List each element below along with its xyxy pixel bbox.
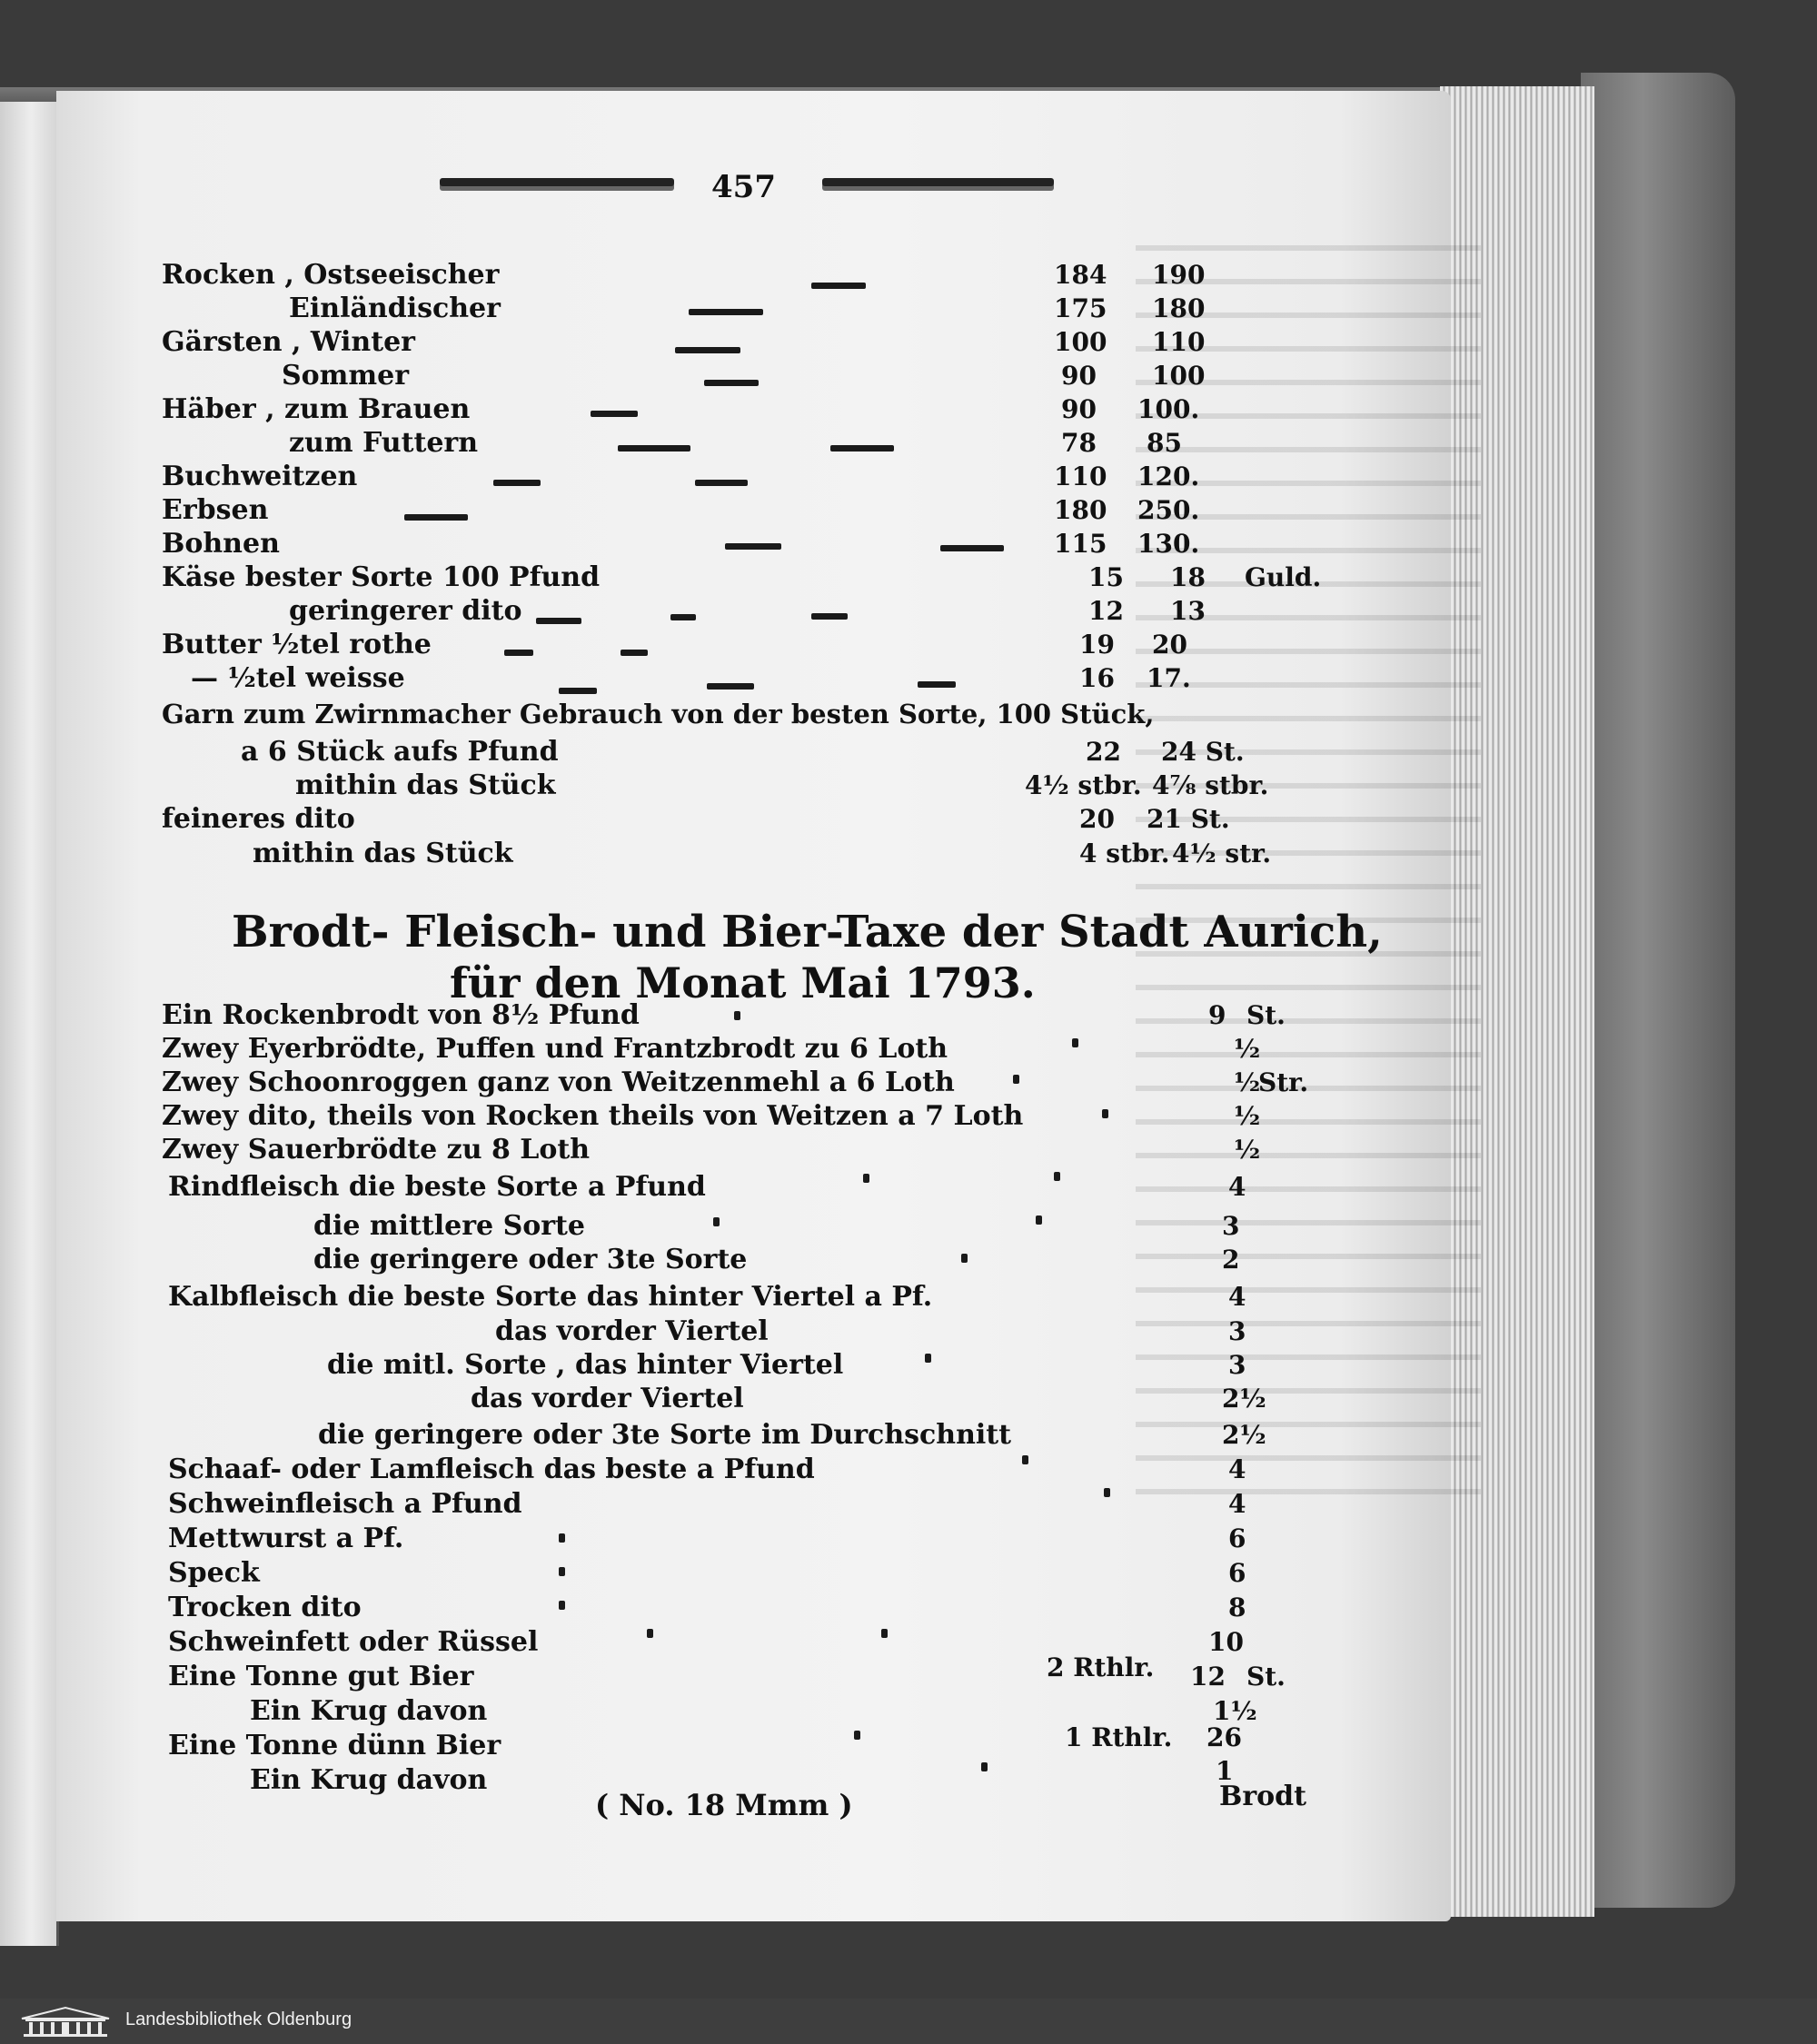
tax-row-unit: St.: [1246, 1000, 1286, 1030]
grain-row-label: Häber , zum Brauen: [162, 393, 471, 425]
grain-row-low: 90: [1061, 361, 1097, 391]
grain-row-high: 13: [1170, 596, 1206, 626]
tax-row-label: Rindfleisch die beste Sorte a Pfund: [168, 1171, 706, 1203]
grain-row-label: Buchweitzen: [162, 461, 358, 492]
tax-row-amount: 6: [1228, 1523, 1246, 1553]
leader-dot: [647, 1629, 653, 1638]
leader-dot: [1104, 1488, 1110, 1497]
tax-row-label: Schaaf- oder Lamfleisch das beste a Pfund: [168, 1454, 815, 1485]
grain-row-label: mithin das Stück: [295, 769, 556, 801]
tax-row-amount: 4: [1228, 1454, 1246, 1484]
signature-mark: ( No. 18 Mmm ): [595, 1788, 853, 1822]
leader-dot: [1054, 1172, 1060, 1181]
grain-row-low: 12: [1088, 596, 1124, 626]
library-name: Landesbibliothek Oldenburg: [125, 2009, 352, 2029]
leader-dash: [559, 688, 597, 694]
grain-row-label: Garn zum Zwirnmacher Gebrauch von der besten Sorte, 100 Stück,: [162, 699, 1155, 729]
grain-row-low: 90: [1061, 394, 1097, 424]
tax-row-label: die mitl. Sorte , das hinter Viertel: [327, 1349, 844, 1381]
leader-dot: [734, 1011, 740, 1020]
leader-dash: [704, 380, 759, 386]
tax-row-amount: 1½: [1213, 1696, 1257, 1726]
grain-row-label: — ½tel weisse: [191, 662, 405, 694]
tax-row-label: Zwey Eyerbrödte, Puffen und Frantzbrodt zu 6 Loth: [162, 1033, 948, 1065]
tax-row-price: 1 Rthlr.: [1065, 1722, 1173, 1752]
grain-row-high: 85: [1147, 428, 1182, 458]
grain-row-high: 17.: [1147, 663, 1191, 693]
grain-row-low: 184: [1054, 260, 1107, 290]
grain-row-label: feineres dito: [162, 803, 355, 835]
leader-dot: [1036, 1215, 1042, 1225]
grain-row-low: 100: [1054, 327, 1107, 357]
leader-dot: [1072, 1038, 1078, 1047]
grain-row-low: 4½ stbr.: [1025, 770, 1142, 800]
grain-row-low: 110: [1054, 461, 1107, 491]
tax-row-amount: 8: [1228, 1593, 1246, 1622]
tax-row-label: Eine Tonne dünn Bier: [168, 1730, 501, 1761]
leader-dash: [675, 347, 740, 353]
tax-row-amount: 2½: [1222, 1420, 1266, 1450]
leader-dash: [811, 613, 848, 620]
tax-row-price: 2 Rthlr.: [1047, 1652, 1155, 1682]
library-footer: [0, 1999, 1817, 2044]
tax-row-label: Trocken dito: [168, 1592, 362, 1623]
left-page-strip: [0, 102, 59, 1946]
leader-dot: [1013, 1075, 1019, 1084]
tax-row-label: Schweinfleisch a Pfund: [168, 1488, 522, 1520]
grain-row-low: 78: [1061, 428, 1097, 458]
tax-row-amount: 4: [1228, 1489, 1246, 1519]
page-number: 457: [711, 169, 776, 205]
tax-row-label: Zwey Schoonroggen ganz von Weitzenmehl a 6 Loth: [162, 1067, 955, 1098]
leader-dot: [881, 1629, 888, 1638]
leader-dash: [493, 480, 541, 486]
tax-row-amount: 3: [1228, 1316, 1246, 1346]
tax-row-amount: 1: [1216, 1756, 1234, 1786]
grain-row-high: 120.: [1137, 461, 1200, 491]
tax-row-label: Schweinfett oder Rüssel: [168, 1626, 539, 1658]
leader-dash: [404, 514, 468, 521]
grain-row-high: 110: [1152, 327, 1206, 357]
tax-row-label: das vorder Viertel: [495, 1315, 769, 1347]
tax-row-label: Speck: [168, 1557, 260, 1589]
header-rule-left: [440, 178, 674, 186]
tax-row-amount: 12: [1190, 1662, 1226, 1692]
leader-dash: [918, 681, 956, 688]
leader-dash: [504, 650, 533, 656]
header-rule-right: [822, 178, 1054, 186]
show-through-text: [1136, 245, 1481, 1517]
grain-row-label: mithin das Stück: [253, 838, 513, 869]
grain-row-label: Gärsten , Winter: [162, 326, 415, 358]
grain-row-label: Einländischer: [289, 293, 501, 324]
tax-row-label: Ein Krug davon: [250, 1695, 488, 1727]
book-cover-edge: [1581, 73, 1735, 1908]
grain-row-low: 19: [1079, 630, 1115, 660]
grain-row-high: 130.: [1137, 529, 1200, 559]
leader-dash: [707, 683, 754, 690]
tax-row-amount: ½: [1234, 1101, 1261, 1131]
grain-row-label: geringerer dito: [289, 595, 522, 627]
tax-row-unit: Str.: [1258, 1067, 1309, 1097]
tax-row-label: Ein Rockenbrodt von 8½ Pfund: [162, 999, 640, 1031]
tax-row-amount: 2½: [1222, 1384, 1266, 1414]
grain-row-high: 250.: [1137, 495, 1200, 525]
tax-row-label: das vorder Viertel: [471, 1383, 744, 1414]
grain-row-low: 22: [1086, 737, 1121, 767]
grain-row-high: 20: [1152, 630, 1187, 660]
tax-row-amount: 4: [1228, 1172, 1246, 1202]
grain-row-high: 100.: [1137, 394, 1200, 424]
tax-row-amount: 26: [1206, 1722, 1242, 1752]
tax-heading-line1: Brodt- Fleisch- und Bier-Taxe der Stadt Aurich,: [232, 907, 1383, 958]
tax-row-amount: 3: [1222, 1211, 1240, 1241]
leader-dot: [961, 1254, 968, 1263]
grain-row-label: zum Futtern: [289, 427, 479, 459]
leader-dot: [559, 1601, 565, 1610]
grain-row-high: 100: [1152, 361, 1206, 391]
grain-row-label: Rocken , Ostseeischer: [162, 259, 500, 291]
grain-row-label: a 6 Stück aufs Pfund: [241, 736, 559, 768]
leader-dash: [536, 618, 581, 624]
grain-row-high: 4½ str.: [1172, 838, 1272, 868]
grain-row-label: Bohnen: [162, 528, 280, 560]
leader-dash: [670, 614, 696, 620]
leader-dash: [621, 650, 648, 656]
leader-dot: [1102, 1109, 1108, 1118]
tax-row-label: die geringere oder 3te Sorte: [313, 1244, 748, 1275]
tax-row-label: Zwey Sauerbrödte zu 8 Loth: [162, 1134, 591, 1166]
tax-row-label: die mittlere Sorte: [313, 1210, 586, 1242]
tax-row-label: die geringere oder 3te Sorte im Durchschnitt: [318, 1419, 1012, 1451]
grain-row-low: 175: [1054, 293, 1107, 323]
leader-dot: [854, 1731, 860, 1740]
leader-dash: [618, 445, 690, 451]
tax-row-amount: ½: [1234, 1034, 1261, 1064]
grain-row-low: 180: [1054, 495, 1107, 525]
tax-row-unit: St.: [1246, 1662, 1286, 1692]
leader-dot: [981, 1762, 988, 1771]
grain-row-unit: Guld.: [1245, 562, 1322, 592]
tax-row-label: Kalbfleisch die beste Sorte das hinter Viertel a Pf.: [168, 1281, 933, 1313]
leader-dash: [689, 309, 763, 315]
leader-dash: [591, 411, 638, 417]
tax-row-amount: 6: [1228, 1558, 1246, 1588]
leader-dot: [559, 1533, 565, 1543]
tax-row-label: Ein Krug davon: [250, 1764, 488, 1796]
grain-row-label: Erbsen: [162, 494, 269, 526]
tax-heading-line2: für den Monat Mai 1793.: [450, 958, 1036, 1007]
grain-row-high: 24 St.: [1161, 737, 1245, 767]
grain-row-label: Butter ½tel rothe: [162, 629, 432, 660]
grain-row-low: 16: [1079, 663, 1115, 693]
leader-dash: [695, 480, 748, 486]
tax-row-label: Zwey dito, theils von Rocken theils von Weitzen a 7 Loth: [162, 1100, 1024, 1132]
leader-dot: [863, 1174, 869, 1183]
tax-row-amount: ½: [1234, 1135, 1261, 1165]
grain-row-high: 4⅞ stbr.: [1152, 770, 1269, 800]
grain-row-label: Sommer: [282, 360, 410, 392]
grain-row-label: Käse bester Sorte 100 Pfund: [162, 561, 601, 593]
tax-row-amount: 4: [1228, 1282, 1246, 1312]
leader-dot: [925, 1354, 931, 1363]
leader-dash: [940, 545, 1004, 551]
tax-row-amount: ½: [1234, 1067, 1261, 1097]
leader-dash: [830, 445, 894, 451]
tax-row-amount: 2: [1222, 1245, 1240, 1275]
library-building-icon: [20, 2006, 111, 2037]
grain-row-high: 190: [1152, 260, 1206, 290]
tax-row-label: Eine Tonne gut Bier: [168, 1661, 474, 1692]
grain-row-high: 180: [1152, 293, 1206, 323]
leader-dot: [713, 1217, 720, 1226]
tax-row-amount: 9: [1208, 1000, 1226, 1030]
catchword: Brodt: [1219, 1781, 1307, 1812]
leader-dot: [1022, 1455, 1028, 1464]
leader-dash: [725, 543, 781, 550]
grain-row-low: 4 stbr.: [1079, 838, 1170, 868]
grain-row-low: 20: [1079, 804, 1115, 834]
grain-row-high: 21 St.: [1147, 804, 1230, 834]
grain-row-low: 15: [1088, 562, 1124, 592]
tax-row-label: Mettwurst a Pf.: [168, 1523, 404, 1554]
grain-row-low: 115: [1054, 529, 1107, 559]
leader-dot: [559, 1567, 565, 1576]
leader-dash: [811, 283, 866, 289]
grain-row-high: 18: [1170, 562, 1206, 592]
tax-row-amount: 3: [1228, 1350, 1246, 1380]
tax-row-amount: 10: [1208, 1627, 1244, 1657]
